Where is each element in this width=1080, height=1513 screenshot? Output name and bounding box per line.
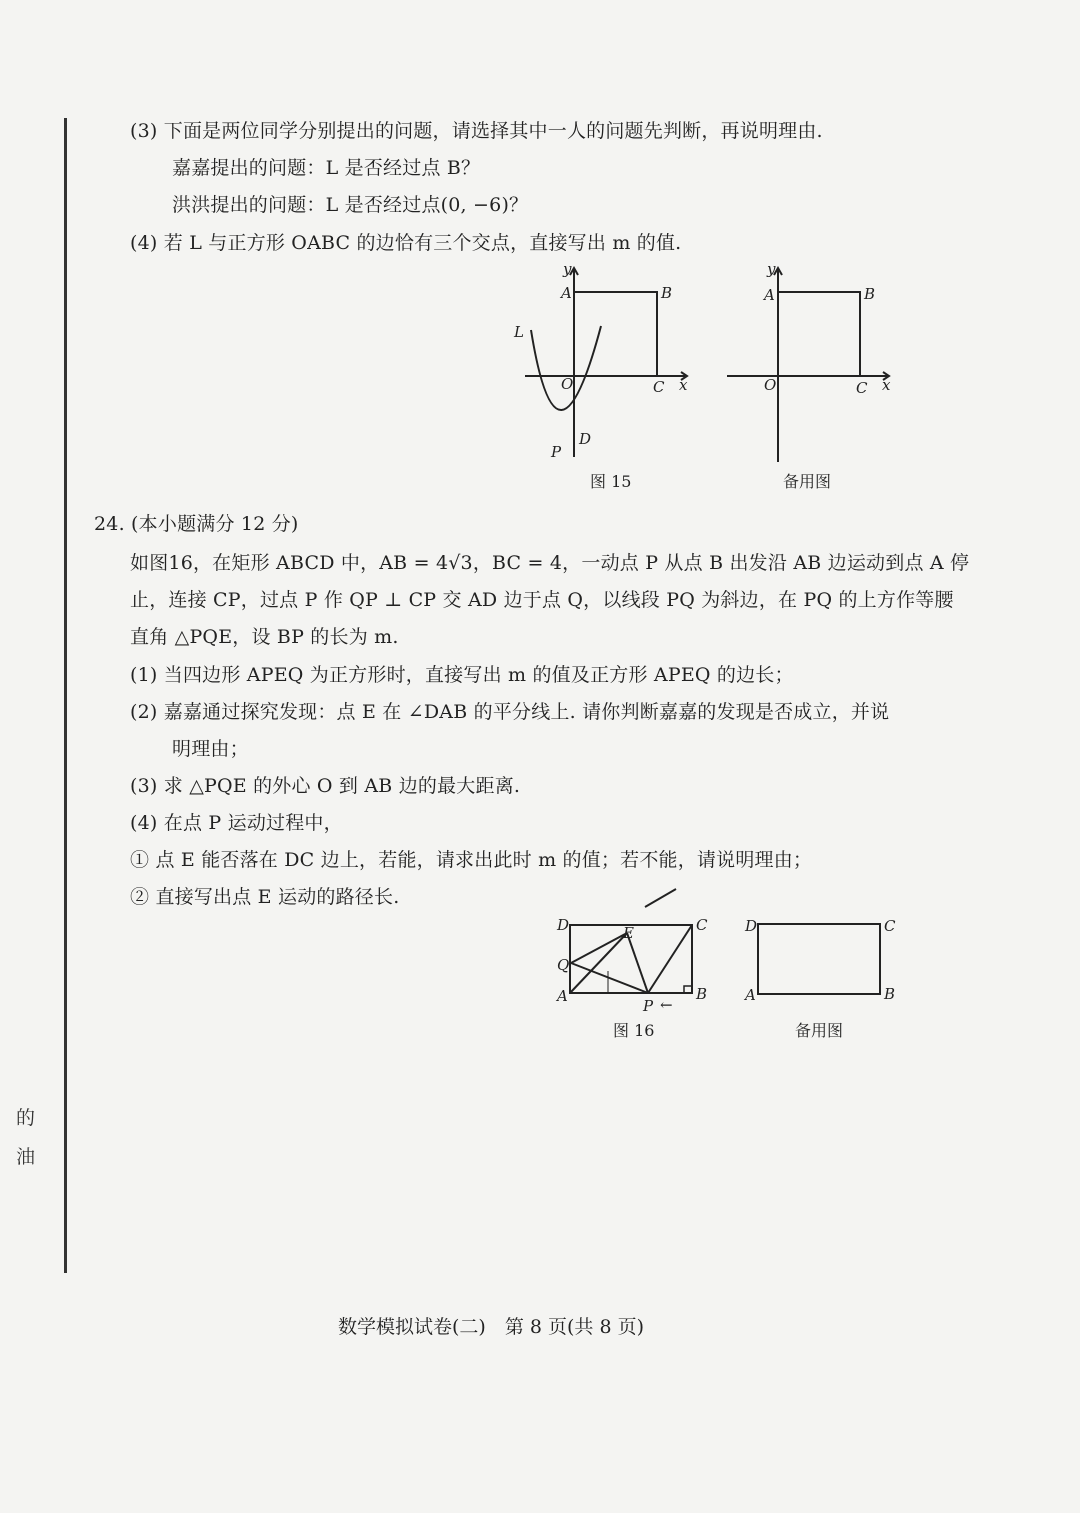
fig16-label-p: P: [643, 997, 654, 1015]
fig15b-square-oabc: [778, 292, 860, 376]
fig16-backup-caption: 备用图: [795, 1021, 844, 1040]
fig16-label-a: A: [557, 987, 568, 1005]
q23-jiajia-question: 嘉嘉提出的问题：L 是否经过点 B？: [172, 157, 481, 179]
fig15-label-p: P: [551, 443, 562, 461]
q24-stem-3: 直角 △PQE，设 BP 的长为 m.: [130, 626, 399, 648]
fig16-segment-qe: [571, 933, 627, 963]
q24-sub2: ② 直接写出点 E 运动的路径长.: [130, 886, 400, 908]
fig16-right-angle-mark: [684, 986, 692, 993]
q23-part4: (4) 若 L 与正方形 OABC 的边恰有三个交点，直接写出 m 的值.: [130, 232, 682, 254]
q24-part4: (4) 在点 P 运动过程中，: [130, 812, 343, 834]
figure-15-backup: [722, 262, 902, 467]
fig16-label-d: D: [557, 916, 570, 934]
fig15b-label-x: x: [882, 376, 891, 394]
margin-char-2: 油: [16, 1146, 36, 1168]
fig16-label-b: B: [696, 985, 708, 1003]
fig16-label-c: C: [696, 916, 708, 934]
q23-part3: (3) 下面是两位同学分别提出的问题，请选择其中一人的问题先判断，再说明理由.: [130, 120, 823, 142]
q24-header: 24. (本小题满分 12 分): [94, 513, 299, 535]
fig16b-rectangle-abcd: [758, 924, 880, 994]
fig15-label-c: C: [653, 378, 665, 396]
fig16b-label-a: A: [745, 986, 756, 1004]
q24-part1: (1) 当四边形 APEQ 为正方形时，直接写出 m 的值及正方形 APEQ 的边长；: [130, 664, 794, 686]
fig16-segment-qp: [571, 963, 648, 993]
fig16b-label-d: D: [745, 917, 758, 935]
figure-15: [505, 262, 705, 467]
q24-stem-2: 止，连接 CP，过点 P 作 QP ⊥ CP 交 AD 边于点 Q，以线段 PQ 为斜边，在 PQ 的上方作等腰: [130, 589, 954, 611]
fig16b-label-b: B: [884, 985, 896, 1003]
fig15-label-o: O: [561, 375, 574, 393]
fig15-backup-caption: 备用图: [783, 472, 832, 491]
fig16-label-e: E: [623, 924, 634, 942]
q24-part3: (3) 求 △PQE 的外心 O 到 AB 边的最大距离.: [130, 775, 521, 797]
fig16-bisector-extension: [645, 889, 676, 907]
fig15-label-x: x: [679, 376, 688, 394]
page-footer: 数学模拟试卷(二) 第 8 页(共 8 页): [338, 1316, 644, 1338]
figure-16-backup: [738, 910, 908, 1015]
fig15-parabola-l: [531, 326, 601, 410]
fig16-arrow-left: ←: [660, 996, 673, 1014]
fig15b-label-y: y: [767, 260, 776, 278]
fig15-caption: 图 15: [590, 472, 632, 491]
fig15b-label-o: O: [764, 376, 777, 394]
fig16-segment-pc: [648, 925, 692, 993]
fig16b-label-c: C: [884, 917, 896, 935]
fig16-segment-ae: [570, 933, 627, 993]
fig15b-label-a: A: [764, 286, 775, 304]
fig15b-label-c: C: [856, 379, 868, 397]
fig15b-label-b: B: [864, 285, 876, 303]
q23-hongqi-question: 洪洪提出的问题：L 是否经过点(0, −6)？: [172, 194, 529, 216]
figure-16: [550, 885, 720, 1020]
q24-part2a: (2) 嘉嘉通过探究发现：点 E 在 ∠DAB 的平分线上. 请你判断嘉嘉的发现是否成立，并说: [130, 701, 890, 723]
fig15-label-b: B: [661, 284, 673, 302]
fig15-square-oabc: [574, 292, 657, 376]
fig15-label-a: A: [561, 284, 572, 302]
fig16-caption: 图 16: [613, 1021, 655, 1040]
q24-stem-1: 如图16，在矩形 ABCD 中，AB = 4√3，BC = 4，一动点 P 从点 B 出发沿 AB 边运动到点 A 停: [130, 552, 970, 574]
fig15-label-d: D: [579, 430, 592, 448]
q24-sub1: ① 点 E 能否落在 DC 边上，若能，请求出此时 m 的值；若不能，请说明理由；: [130, 849, 813, 871]
fig15-label-l: L: [514, 323, 524, 341]
fig16-segment-ep: [627, 933, 648, 993]
binding-margin-line: [64, 118, 67, 1273]
fig15-label-y: y: [563, 260, 572, 278]
margin-char-1: 的: [16, 1107, 36, 1129]
fig16-label-q: Q: [557, 956, 570, 974]
q24-part2b: 明理由；: [172, 738, 249, 760]
